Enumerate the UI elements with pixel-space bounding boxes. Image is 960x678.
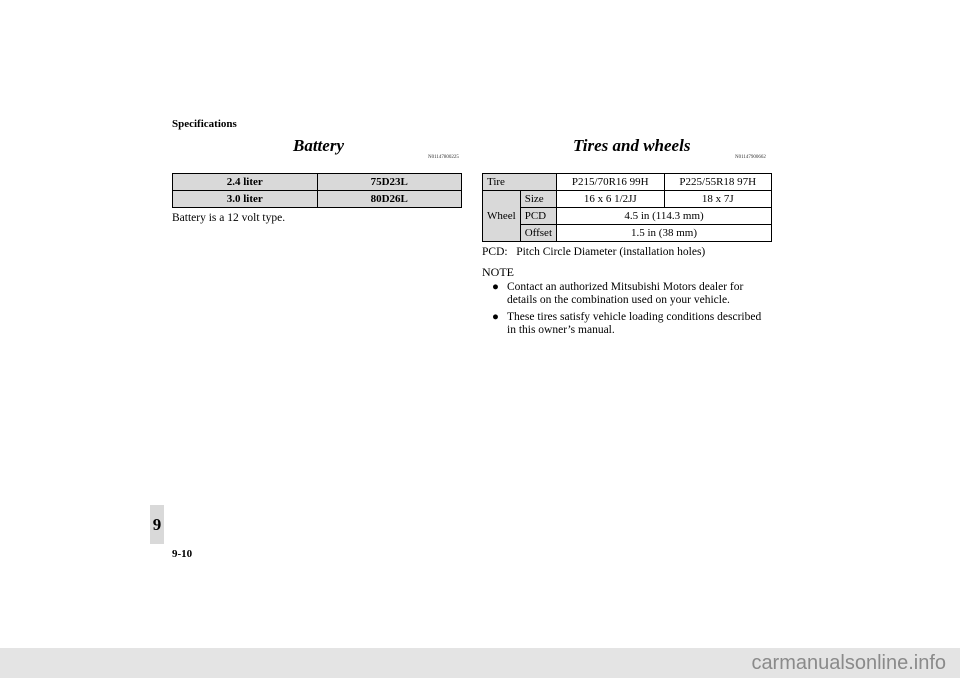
tire-value-cell: P215/70R16 99H [557,174,665,191]
section-header: Specifications [172,118,237,130]
table-row [483,208,772,225]
pcd-value-cell: 4.5 in (114.3 mm) [557,208,772,225]
offset-label-cell: Offset [520,225,556,242]
battery-engine-cell: 3.0 liter [173,191,318,208]
table-row [483,174,772,191]
pcd-label-cell: PCD [520,208,556,225]
watermark-text[interactable]: carmanualsonline.info [751,652,946,674]
table-row [173,191,462,208]
chapter-tab: 9 [150,505,164,544]
wheel-label-cell: Wheel [483,191,521,242]
tires-table [482,173,772,242]
table-row [173,174,462,191]
battery-type-cell: 75D23L [317,174,462,191]
battery-table [172,173,462,208]
size-label-cell: Size [520,191,556,208]
tires-code: N01147900662 [735,155,766,160]
note-text: Contact an authorized Mitsubishi Motors dealer for details on the combination used on your vehicle. [507,281,744,306]
table-row [483,191,772,208]
bullet-icon: ● [492,311,499,323]
battery-type-cell: 80D26L [317,191,462,208]
tire-label-cell: Tire [483,174,557,191]
table-row [483,225,772,242]
bullet-icon: ● [492,281,499,293]
pcd-definition: PCD: Pitch Circle Diameter (installation holes) [482,246,706,258]
page-number: 9-10 [172,548,193,560]
battery-code: N01147800225 [428,155,459,160]
note-heading: NOTE [482,265,514,279]
battery-engine-cell: 2.4 liter [173,174,318,191]
size-value-cell: 18 x 7J [664,191,772,208]
tire-value-cell: P225/55R18 97H [664,174,772,191]
note-text: These tires satisfy vehicle loading conditions described in this owner’s manual. [507,311,762,336]
battery-note: Battery is a 12 volt type. [172,212,286,224]
note-block [482,265,772,337]
offset-value-cell: 1.5 in (38 mm) [557,225,772,242]
list-item [492,281,772,307]
tires-title: Tires and wheels [573,136,691,155]
battery-title: Battery [293,136,344,155]
list-item [492,311,772,337]
size-value-cell: 16 x 6 1/2JJ [557,191,665,208]
